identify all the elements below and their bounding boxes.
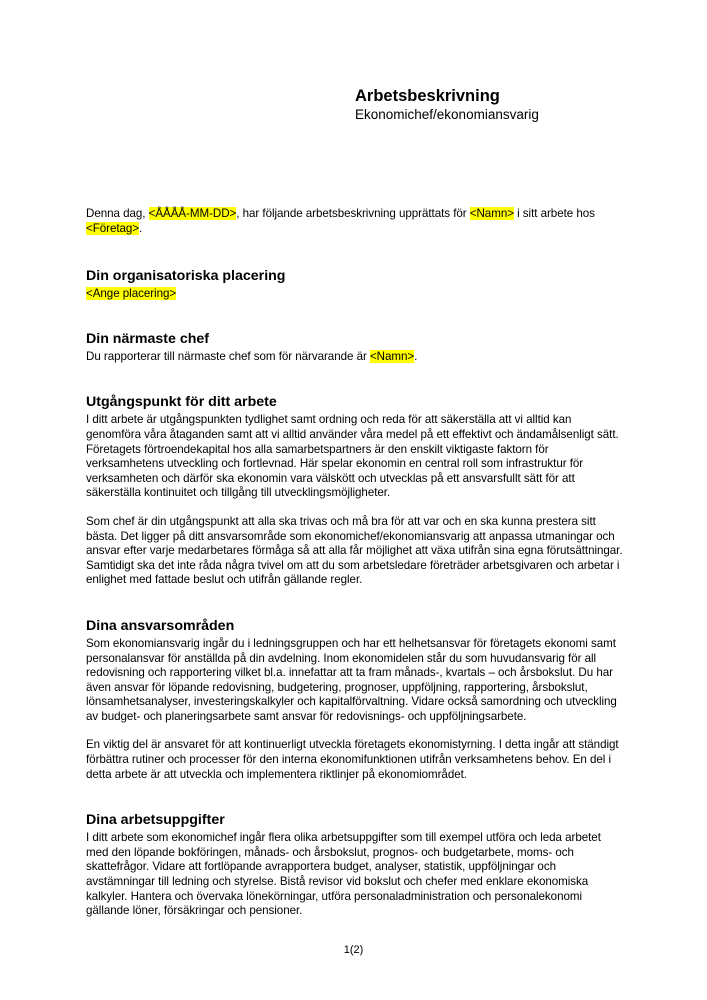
section-tasks [86,811,626,919]
section-heading: Dina ansvarsområden [86,617,235,634]
date-placeholder[interactable]: <ÅÅÅÅ-MM-DD> [148,207,237,220]
section-heading: Din organisatoriska placering [86,268,286,285]
intro-text: Denna dag, [86,207,149,220]
section-heading: Utgångspunkt för ditt arbete [86,394,277,411]
section-responsibilities [86,617,626,782]
manager-paragraph [86,350,626,365]
page-number: 1(2) [343,944,364,956]
manager-text: Du rapporterar till närmaste chef som för närvarande är [86,349,370,363]
body-paragraph: Som chef är din utgångspunkt att alla ska trivas och må bra för att var och en ska kunna prestera sitt bästa. Det ligger på ditt ansvarsområde som ekonomichef/ekonomiansvarig att anpassa utmaningar och ansvar efter varje medarbetares förmåga så att alla får möjlighet att växa utifrån sina egna förutsättningar. Samtidigt ska det inte råda några tvivel om att du som arbetsledare företräder arbetsgivaren och arbetar i enlighet med fattade beslut och utifrån gällande regler. [86,514,623,587]
body-paragraph: En viktig del är ansvaret för att kontinuerligt utveckla företagets ekonomistyrning. I detta ingår att ständigt förbättra rutiner och processer för den interna ekonomifunktionen utifrån verksamhetens behov. En del i detta arbete är att utveckla och implementera riktlinjer på ekonomiområdet. [86,738,619,781]
section-manager [86,330,626,365]
intro-paragraph [86,207,626,236]
body-paragraph: Som ekonomiansvarig ingår du i ledningsgruppen och har ett helhetsansvar för företagets ekonomi samt personalansvar för anställda på din avdelning. Inom ekonomidelen står du som huvudansvarig för all redovisning och rapportering vilket bl.a. innefattar att ta fram månads-, kvartals – och årsbokslut. Du har även ansvar för löpande redovisning, budgetering, prognoser, uppföljning, rapportering, årsbokslut, lönsamhetsanalyser, investeringskalkyler och kapitalförvaltning. Vidare också samordning och utveckling av budget- och planeringsarbete samt ansvar för redovisnings- och uppföljningsarbete. [86,636,617,723]
intro-text: , har följande arbetsbeskrivning upprättats för [236,207,470,220]
section-heading: Dina arbetsuppgifter [86,812,225,829]
name-placeholder[interactable]: <Namn> [469,207,514,220]
section-organization [86,267,626,302]
document-title: Arbetsbeskrivning [355,87,500,105]
body-paragraph: I ditt arbete som ekonomichef ingår flera olika arbetsuppgifter som till exempel utföra och leda arbetet med den löpande bokföringen, månads- och årsbokslut, prognos- och budgetarbete, moms- och skattefrågor. Vidare att fortlöpande avrapportera budget, analyser, statistik, uppföljningar och avstämningar till ledning och styrelse. Bistå revisor vid bokslut och chefer med enklare ekonomiska kalkyler. Hantera och övervaka lönekörningar, utföra personaladministration och personalekonomi gällande löner, försäkringar och pensioner. [86,831,601,918]
placement-placeholder[interactable]: <Ange placering> [86,287,177,301]
intro-text: . [139,221,143,235]
body-paragraph: I ditt arbete är utgångspunkten tydlighet samt ordning och reda för att säkerställa att vi alltid kan genomföra våra åtaganden samt att vi alltid använder våra medel på ett effektivt och ändamålsenligt sätt. Företagets förtroendekapital hos alla samarbetspartners är den enskilt viktigaste faktorn för verksamhetens utveckling och fortlevnad. Här spelar ekonomin en central roll som infrastruktur för verksamheten och därför ska ekonomin vara välskött och utvecklas på ett ansvarsfullt sätt för att säkerställa kontinuitet och tillgång till utvecklingsmöjligheter. [86,413,619,500]
manager-name-placeholder[interactable]: <Namn> [369,349,415,363]
company-placeholder[interactable]: <Företag> [86,221,140,235]
intro-text: i sitt arbete hos [513,207,595,220]
document-body [86,207,626,919]
manager-text: . [414,349,418,363]
section-starting-point [86,393,626,588]
title-block [355,86,539,123]
document-subtitle: Ekonomichef/ekonomiansvarig [355,107,539,122]
section-heading: Din närmaste chef [86,330,209,347]
